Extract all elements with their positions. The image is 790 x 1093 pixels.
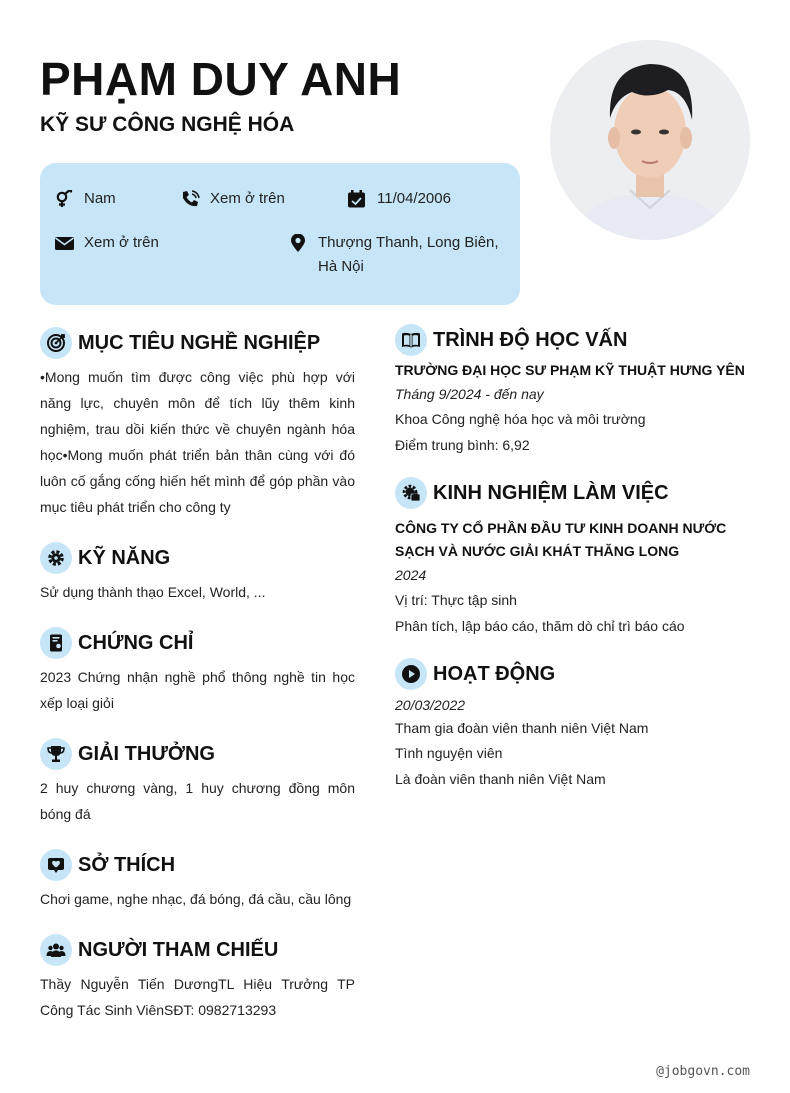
awards-heading — [40, 738, 215, 770]
activity-item: Tình nguyện viên — [395, 745, 503, 761]
certificates-heading — [40, 627, 193, 659]
education-heading — [395, 324, 627, 356]
skills-text: Sử dụng thành thạo Excel, World, ... — [40, 584, 266, 600]
objective-text: •Mong muốn tìm được công việc phù hợp với năng lực, chuyên môn để tích lũy thêm kinh nghiệm, trau dồi kiến thức về chuyên ngành hóa học•Mong muốn phát triển bản thân cùng với đó luôn cố gắng cống hiến hết mình để góp phần vào mục tiêu phát triển cho công ty — [40, 369, 355, 515]
email-value: Xem ở trên — [84, 234, 159, 251]
awards-text: 2 huy chương vàng, 1 huy chương đồng môn bóng đá — [40, 780, 355, 822]
references-text: Thầy Nguyễn Tiến DươngTL Hiệu Trưởng TP Công Tác Sinh ViênSĐT: 0982713293 — [40, 976, 355, 1018]
calendar-icon — [347, 190, 367, 208]
contact-gender — [54, 187, 116, 211]
phone-value: Xem ở trên — [210, 190, 285, 207]
contact-phone — [180, 187, 285, 211]
address-value: Thượng Thanh, Long Biên, Hà Nội — [318, 234, 499, 275]
gender-value: Nam — [84, 190, 116, 207]
contact-email — [54, 231, 159, 255]
activities-date: 20/03/2022 — [395, 697, 466, 713]
hobbies-text: Chơi game, nghe nhạc, đá bóng, đá cầu, cầu lông — [40, 891, 352, 907]
heart-icon — [40, 849, 72, 881]
education-gpa: Điểm trung bình: 6,92 — [395, 437, 530, 453]
objective-heading — [40, 327, 320, 359]
contact-card — [40, 163, 520, 305]
education-title: TRÌNH ĐỘ HỌC VẤN — [433, 328, 628, 351]
phone-icon — [180, 190, 200, 208]
awards-title: GIẢI THƯỞNG — [78, 742, 215, 765]
location-pin-icon — [288, 234, 308, 252]
briefcase-gear-icon — [395, 477, 427, 509]
activity-item: Tham gia đoàn viên thanh niên Việt Nam — [395, 720, 649, 736]
gear-icon — [40, 542, 72, 574]
education-period: Tháng 9/2024 - đến nay — [395, 386, 544, 402]
avatar — [550, 40, 750, 240]
references-heading — [40, 934, 278, 966]
gender-icon — [54, 190, 74, 208]
trophy-icon — [40, 738, 72, 770]
hobbies-heading — [40, 849, 175, 881]
certificate-icon — [40, 627, 72, 659]
job-title: KỸ SƯ CÔNG NGHỆ HÓA — [40, 113, 295, 136]
book-icon — [395, 324, 427, 356]
play-icon — [395, 658, 427, 690]
experience-company: CÔNG TY CỔ PHẦN ĐẦU TƯ KINH DOANH NƯỚC SẠCH VÀ NƯỚC GIẢI KHÁT THĂNG LONG — [395, 520, 727, 559]
education-faculty: Khoa Công nghệ hóa học và môi trường — [395, 411, 646, 427]
experience-heading — [395, 477, 669, 509]
experience-title: KINH NGHIỆM LÀM VIỆC — [433, 481, 669, 504]
envelope-icon — [54, 234, 74, 252]
users-icon — [40, 934, 72, 966]
objective-title: MỤC TIÊU NGHỀ NGHIỆP — [78, 331, 321, 354]
activity-item: Là đoàn viên thanh niên Việt Nam — [395, 771, 606, 787]
activities-title: HOẠT ĐỘNG — [433, 662, 556, 685]
experience-position: Vị trí: Thực tập sinh — [395, 592, 517, 608]
watermark: @jobgovn.com — [656, 1064, 750, 1079]
birthday-value: 11/04/2006 — [377, 190, 451, 207]
avatar-photo — [550, 40, 750, 240]
certificates-text: 2023 Chứng nhận nghề phổ thông nghề tin học xếp loại giỏi — [40, 669, 355, 711]
candidate-name: PHẠM DUY ANH — [40, 53, 402, 105]
references-title: NGƯỜI THAM CHIẾU — [78, 938, 279, 961]
education-school: TRƯỜNG ĐẠI HỌC SƯ PHẠM KỸ THUẬT HƯNG YÊN — [395, 362, 745, 378]
experience-year: 2024 — [395, 567, 427, 583]
target-icon — [40, 327, 72, 359]
skills-title: KỸ NĂNG — [78, 546, 171, 569]
contact-address — [288, 231, 513, 279]
experience-duties: Phân tích, lập báo cáo, thăm dò chỉ trì báo cáo — [395, 618, 685, 634]
hobbies-title: SỞ THÍCH — [78, 853, 176, 876]
certificates-title: CHỨNG CHỈ — [78, 631, 194, 654]
skills-heading — [40, 542, 170, 574]
contact-birthday — [347, 187, 451, 211]
activities-heading — [395, 658, 555, 690]
